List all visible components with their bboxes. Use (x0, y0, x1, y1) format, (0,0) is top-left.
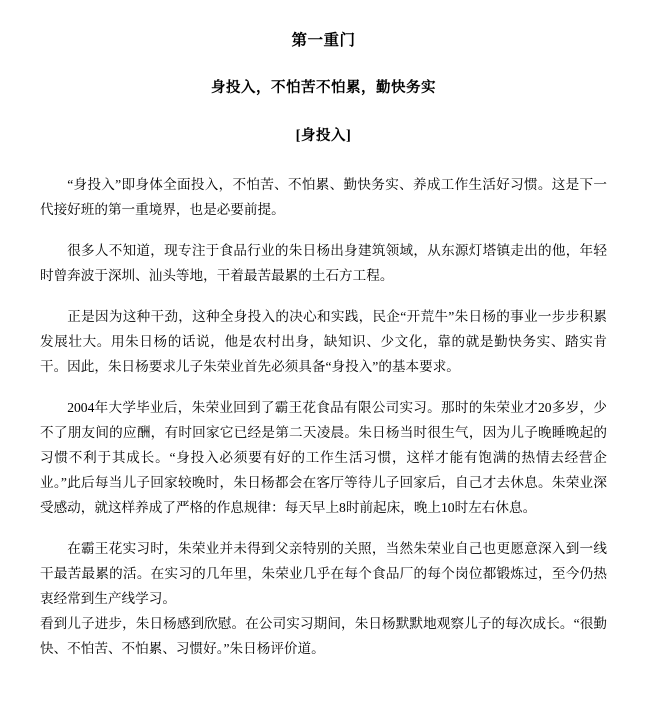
document-body (40, 172, 607, 661)
page-title: 第一重门 (291, 32, 356, 49)
paragraph: 在霸王花实习时，朱荣业并未得到父亲特别的关照，当然朱荣业自己也更愿意深入到一线干最苦最累的活。在实习的几年里，朱荣业几乎在每个食品厂的每个岗位都锻炼过，至今仍热衷经常到生产线学习。 (40, 541, 607, 607)
page-subtitle: 身投入，不怕苦不怕累，勤快务实 (211, 79, 436, 96)
paragraph: 看到儿子进步，朱日杨感到欣慰。在公司实习期间，朱日杨默默地观察儿子的每次成长。“很勤快、不怕苦、不怕累、习惯好。”朱日杨评价道。 (40, 616, 607, 657)
paragraph: 很多人不知道，现专注于食品行业的朱日杨出身建筑领域，从东源灯塔镇走出的他，年轻时曾奔波于深圳、汕头等地，干着最苦最累的土石方工程。 (40, 243, 607, 284)
paragraph: 正是因为这种干劲，这种全身投入的决心和实践，民企“开荒牛”朱日杨的事业一步步积累发展壮大。用朱日杨的话说，他是农村出身，缺知识、少文化，靠的就是勤快务实、踏实肯干。因此，朱日杨要求儿子朱荣业首先必须具备“身投入”的基本要求。 (40, 309, 607, 375)
section-heading: [身投入] (295, 127, 352, 144)
paragraph: 2004年大学毕业后，朱荣业回到了霸王花食品有限公司实习。那时的朱荣业才20多岁，少不了朋友间的应酬，有时回家它已经是第二天凌晨。朱日杨当时很生气，因为儿子晚睡晚起的习惯不利于其成长。“身投入必须要有好的工作生活习惯，这样才能有饱满的热情去经营企业。”此后每当儿子回家较晚时，朱日杨都会在客厅等待儿子回家后，自己才去休息。朱荣业深受感动，就这样养成了严格的作息规律：每天早上8时前起床，晚上10时左右休息。 (40, 400, 607, 516)
paragraph: “身投入”即身体全面投入，不怕苦、不怕累、勤快务实、养成工作生活好习惯。这是下一代接好班的第一重境界，也是必要前提。 (40, 177, 607, 218)
